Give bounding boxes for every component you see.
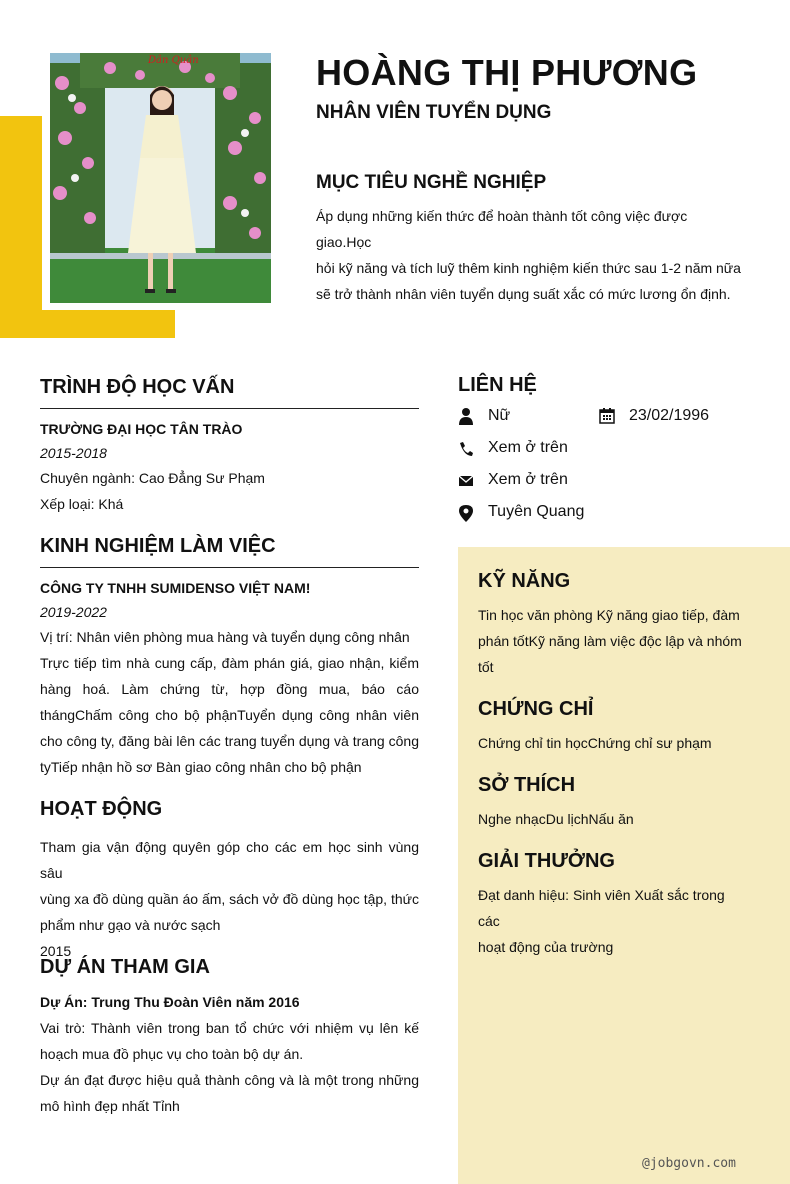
awards-title: GIẢI THƯỞNG [478, 850, 615, 872]
experience-line: hàng hoá. Làm chứng từ, hợp đồng mua, báo cáo [40, 681, 419, 697]
person-icon [458, 407, 474, 430]
job-title: NHÂN VIÊN TUYỂN DỤNG [316, 102, 552, 123]
hobbies-title: SỞ THÍCH [478, 774, 576, 796]
objective-line: hỏi kỹ năng và tích luỹ thêm kinh nghiệm kiến thức sau 1-2 năm nữa [316, 260, 741, 276]
mail-icon [458, 472, 474, 495]
experience-description [40, 650, 419, 780]
project-line: Dự án đạt được hiệu quả thành công và là một trong những [40, 1072, 419, 1088]
project-description [40, 1015, 419, 1119]
experience-position: Vị trí: Nhân viên phòng mua hàng và tuyển dụng công nhân [40, 629, 410, 645]
certificates-text: Chứng chỉ tin họcChứng chỉ sư phạm [478, 735, 712, 751]
contact-gender: Nữ [488, 407, 511, 424]
certificates-title: CHỨNG CHỈ [478, 698, 594, 720]
company-name: CÔNG TY TNHH SUMIDENSO VIỆT NAM! [40, 580, 311, 596]
education-grade: Xếp loại: Khá [40, 496, 124, 512]
candidate-name: HOÀNG THỊ PHƯƠNG [316, 52, 698, 93]
awards-line: Đạt danh hiệu: Sinh viên Xuất sắc trong các [478, 887, 725, 929]
contact-title: LIÊN HỆ [458, 374, 537, 396]
experience-line: tyTiếp nhận hồ sơ Bàn giao công nhân cho bộ phận [40, 759, 362, 775]
activities-description [40, 834, 419, 964]
skills-title: KỸ NĂNG [478, 570, 571, 592]
hobbies-text: Nghe nhạcDu lịchNấu ăn [478, 811, 634, 827]
skills-text [478, 602, 750, 680]
projects-title: DỰ ÁN THAM GIA [40, 956, 210, 978]
experience-line: Trực tiếp tìm nhà cung cấp, đàm phán giá, giao nhận, kiểm [40, 655, 419, 671]
section-divider [40, 567, 419, 568]
skills-line: Tin học văn phòng Kỹ năng giao tiếp, đàm [478, 607, 740, 623]
experience-period: 2019-2022 [40, 604, 107, 620]
skills-line: tốt [478, 659, 494, 675]
education-major: Chuyên ngành: Cao Đẳng Sư Phạm [40, 470, 265, 486]
calendar-icon [599, 407, 615, 430]
activity-year: 2015 [40, 943, 72, 959]
watermark: @jobgovn.com [642, 1156, 736, 1171]
objective-title: MỤC TIÊU NGHỀ NGHIỆP [316, 172, 547, 193]
objective-text [316, 203, 746, 307]
activity-line: vùng xa đồ dùng quần áo ấm, sách vở đồ dùng học tập, thức [40, 891, 419, 907]
experience-line: cho công ty, đăng bài lên các trang tuyển dụng và trang công [40, 733, 419, 749]
objective-line: Áp dụng những kiến thức để hoàn thành tốt công việc được giao.Học [316, 208, 688, 250]
school-name: TRƯỜNG ĐẠI HỌC TÂN TRÀO [40, 421, 243, 437]
objective-line: sẽ trở thành nhân viên tuyển dụng suất xắc có mức lương ổn định. [316, 286, 731, 302]
project-line: hoạch mua đồ phục vụ cho toàn bộ dự án. [40, 1046, 304, 1062]
project-name: Dự Án: Trung Thu Đoàn Viên năm 2016 [40, 994, 300, 1010]
photo-caption: Dân Quân [148, 55, 199, 66]
awards-line: hoạt động của trường [478, 939, 614, 955]
activity-line: phẩm như gạo và nước sạch [40, 917, 221, 933]
contact-dob: 23/02/1996 [629, 407, 710, 424]
section-divider [40, 408, 419, 409]
phone-icon [458, 440, 474, 463]
activities-title: HOẠT ĐỘNG [40, 798, 163, 820]
contact-email: Xem ở trên [488, 471, 568, 488]
awards-text [478, 882, 750, 960]
education-period: 2015-2018 [40, 445, 107, 461]
accent-bar-horizontal [0, 310, 175, 338]
project-line: Vai trò: Thành viên trong ban tổ chức với nhiệm vụ lên kế [40, 1020, 419, 1036]
project-line: mô hình đẹp nhất Tỉnh [40, 1098, 180, 1114]
location-pin-icon [458, 504, 474, 527]
experience-line: thángChấm công cho bộ phậnTuyển dụng công nhân viên [40, 707, 419, 723]
skills-line: phán tốtKỹ năng làm việc độc lập và nhóm [478, 633, 742, 649]
activity-line: Tham gia vận động quyên góp cho các em học sinh vùng sâu [40, 839, 419, 881]
profile-photo [50, 53, 271, 303]
education-title: TRÌNH ĐỘ HỌC VẤN [40, 376, 235, 398]
contact-address: Tuyên Quang [488, 503, 585, 520]
experience-title: KINH NGHIỆM LÀM VIỆC [40, 535, 276, 557]
accent-bar-vertical [0, 116, 42, 338]
contact-phone: Xem ở trên [488, 439, 568, 456]
